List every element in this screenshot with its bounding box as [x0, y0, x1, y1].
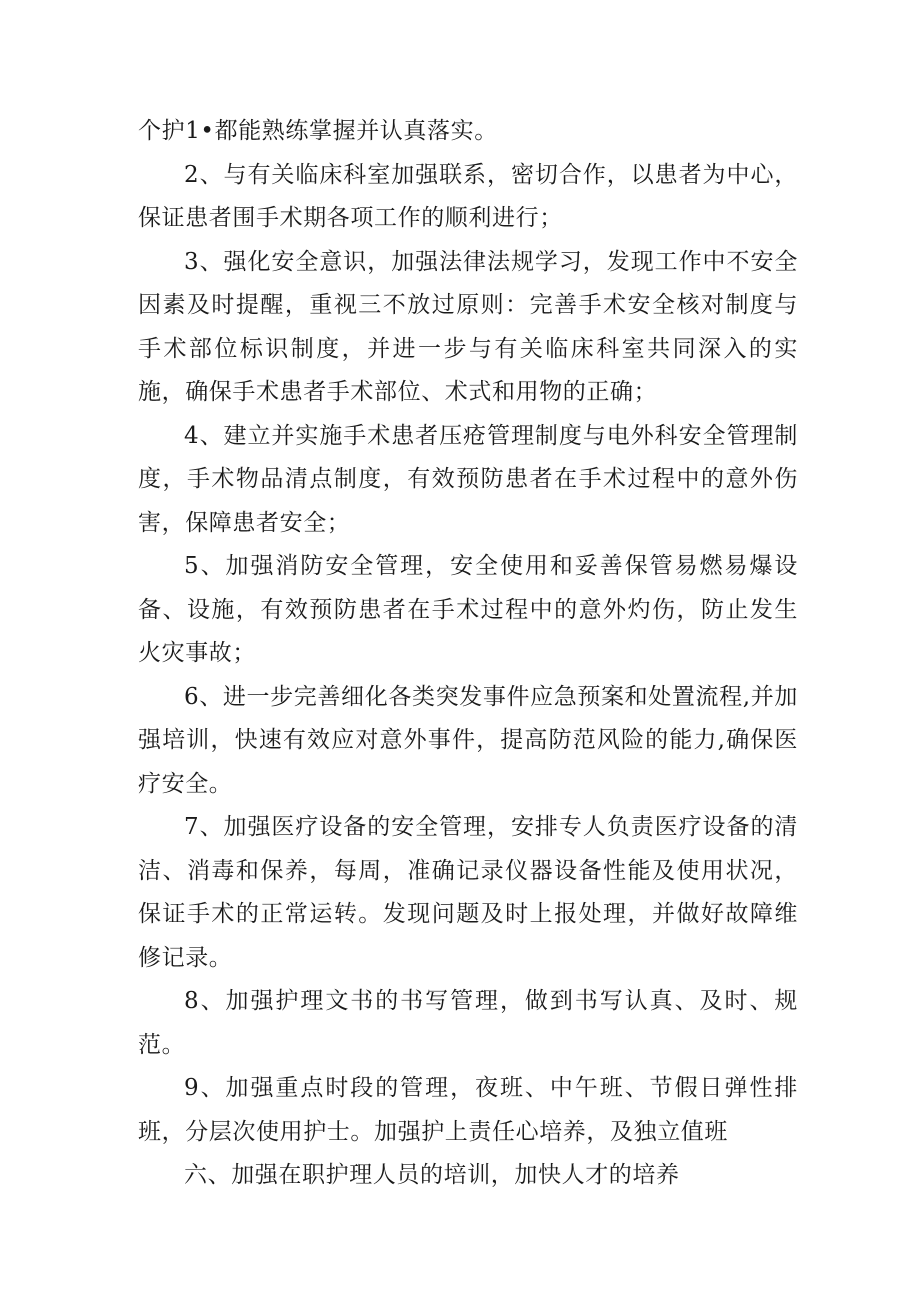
paragraph-item-9: 9、加强重点时段的管理，夜班、中午班、节假日弹性排班，分层次使用护士。加强护上责任心培养，及独立值班	[138, 1075, 798, 1145]
section-heading-six: 六、加强在职护理人员的培训，加快人才的培养	[184, 1162, 680, 1188]
paragraph-item-3: 3、强化安全意识，加强法律法规学习，发现工作中不安全因素及时提醒，重视三不放过原则：完善手术安全核对制度与手术部位标识制度，并进一步与有关临床科室共同深入的实施，确保手术患者手术部位、术式和用物的正确；	[138, 248, 798, 405]
paragraph-item-6: 6、进一步完善细化各类突发事件应急预案和处置流程,并加强培训，快速有效应对意外事件，提高防范风险的能力,确保医疗安全。	[138, 683, 798, 797]
paragraph-item-5: 5、加强消防安全管理，安全使用和妥善保管易燃易爆设备、设施，有效预防患者在手术过程中的意外灼伤，防止发生火灾事故；	[138, 553, 798, 666]
paragraph-item-2: 2、与有关临床科室加强联系，密切合作，以患者为中心，保证患者围手术期各项工作的顺利进行；	[138, 161, 798, 231]
paragraph-item-7: 7、加强医疗设备的安全管理，安排专人负责医疗设备的清洁、消毒和保养，每周，准确记录仪器设备性能及使用状况，保证手术的正常运转。发现问题及时上报处理，并做好故障维修记录。	[138, 814, 798, 971]
document-body	[138, 110, 798, 1198]
paragraph-item-4: 4、建立并实施手术患者压疮管理制度与电外科安全管理制度，手术物品清点制度，有效预防患者在手术过程中的意外伤害，保障患者安全；	[138, 422, 798, 536]
paragraph-item-8: 8、加强护理文书的书写管理，做到书写认真、及时、规范。	[138, 988, 798, 1058]
paragraph-continued: 个护1•都能熟练掌握并认真落实。	[138, 118, 498, 144]
